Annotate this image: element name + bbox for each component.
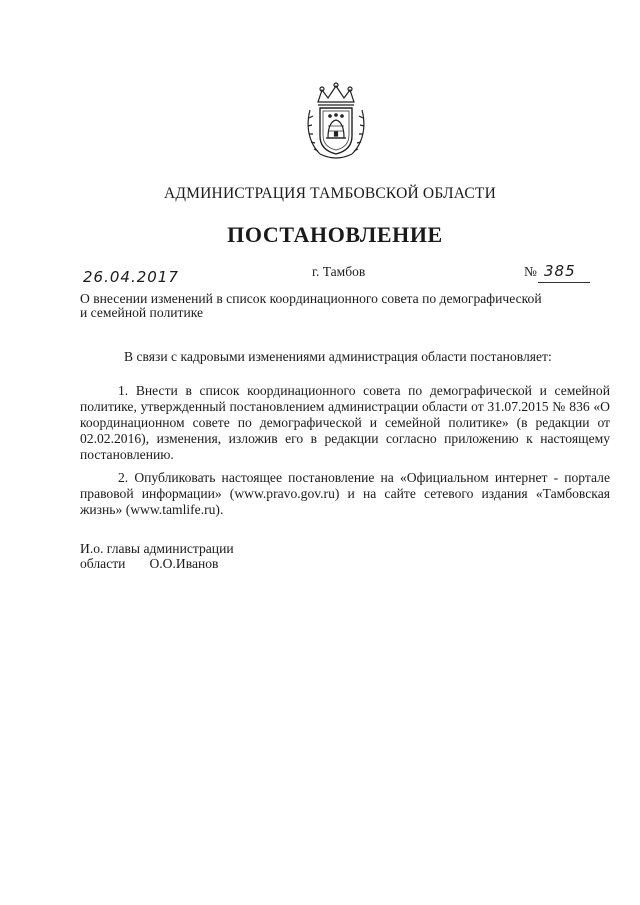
signatory-name: О.О.Иванов (149, 556, 219, 571)
subject-line-2: и семейной политике (80, 305, 204, 320)
paragraph-1: 1. Внести в список координационного совета по демографической и семейной политике, утвержденный постановлением администрации области от 31.07.2015 № 836 «О координационном совете по демографической и семейной политике» (в редакции от 02.02.2016), изменения, изложив его в редакции согласно приложению к настоящему постановлению. (80, 383, 610, 462)
signatory-position-line-2: области (80, 556, 126, 571)
organization-name: АДМИНИСТРАЦИЯ ТАМБОВСКОЙ ОБЛАСТИ (164, 185, 496, 202)
intro-paragraph: В связи с кадровыми изменениями администрация области постановляет: (124, 349, 552, 364)
subject-line-1: О внесении изменений в список координационного совета по демографической (80, 291, 542, 306)
handwritten-number: 385 (544, 262, 576, 280)
tambov-coat-of-arms-icon (300, 80, 372, 164)
paragraph-2: 2. Опубликовать настоящее постановление на «Официальном интернет - портале правовой информации» (www.pravo.gov.ru) и на сайте сетевого издания «Тамбовская жизнь» (www.tamlife.ru). (80, 470, 610, 517)
signatory-position-line-1: И.о. главы администрации (80, 541, 234, 556)
city: г. Тамбов (312, 264, 366, 279)
document-subject (80, 292, 610, 320)
number-sign: № (524, 264, 537, 279)
signature-block (80, 541, 234, 571)
document-title: ПОСТАНОВЛЕНИЕ (227, 222, 443, 247)
number-underline (538, 282, 590, 283)
handwritten-date: 26.04.2017 (83, 268, 179, 286)
